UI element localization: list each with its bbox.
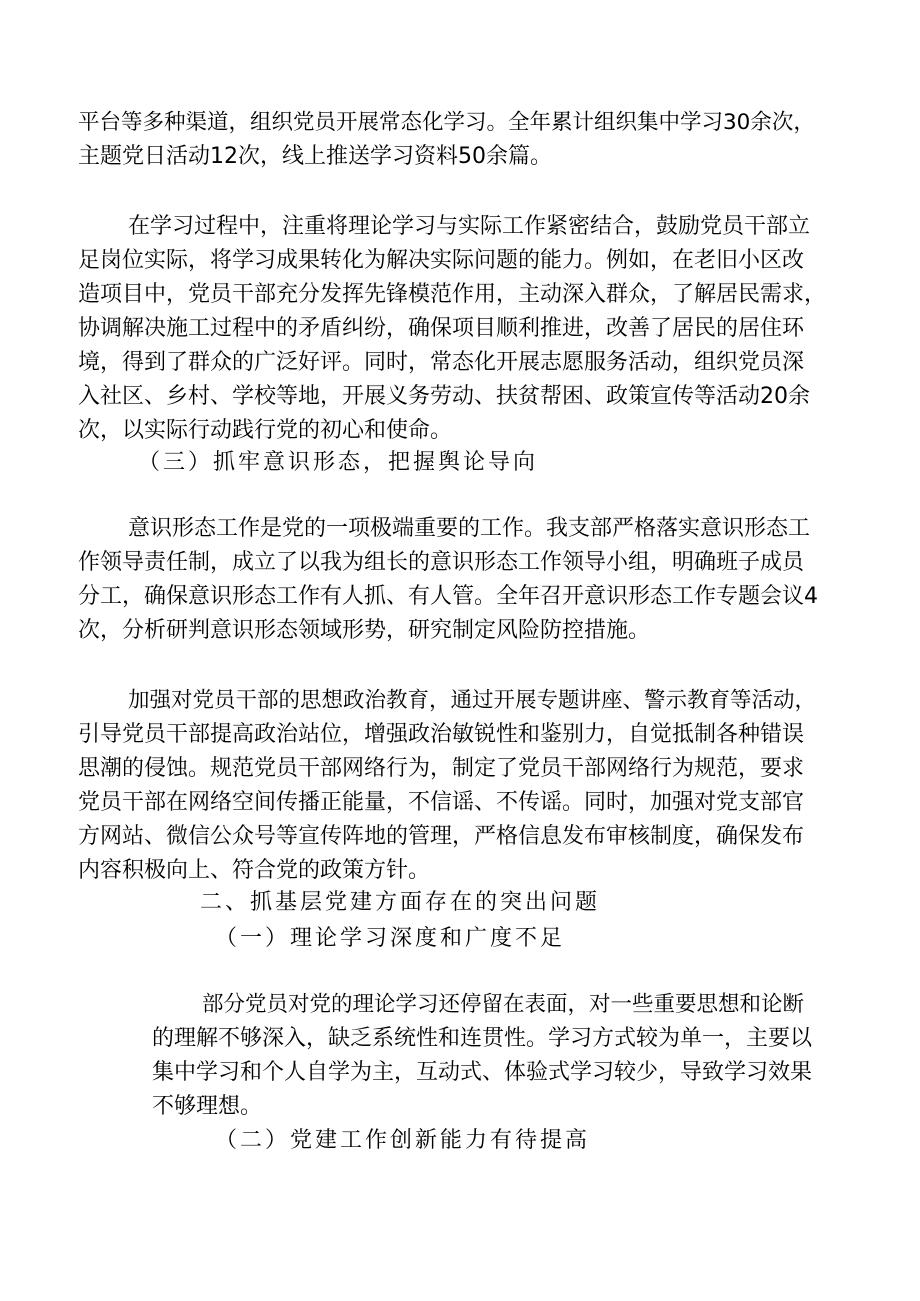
text-line: 在学习过程中，注重将理论学习与实际工作紧密结合，鼓励党员干部立 bbox=[128, 214, 811, 239]
text-line: 集中学习和个人自学为主，互动式、体验式学习较少，导致学习效果 bbox=[152, 1060, 813, 1085]
text-line: 的理解不够深入，缺乏系统性和连贯性。学习方式较为单一，主要以 bbox=[152, 1026, 813, 1051]
text-line: 方网站、微信公众号等宣传阵地的管理，严格信息发布审核制度，确保发布 bbox=[78, 824, 805, 849]
paragraph-ideology-work bbox=[78, 512, 830, 648]
subsection-heading-theory-depth: （一）理论学习深度和广度不足 bbox=[215, 926, 566, 951]
section-heading-ideology: （三）抓牢意识形态，把握舆论导向 bbox=[138, 450, 539, 475]
text-line: 内容积极向上、符合党的政策方针。 bbox=[78, 858, 431, 883]
text-line: 思潮的侵蚀。规范党员干部网络行为，制定了党员干部网络行为规范，要求 bbox=[78, 756, 805, 781]
text-line: 次，分析研判意识形态领域形势，研究制定风险防控措施。 bbox=[78, 618, 651, 643]
text-line: 次，以实际行动践行党的初心和使命。 bbox=[78, 418, 453, 443]
text-line: 部分党员对党的理论学习还停留在表面，对一些重要思想和论断 bbox=[202, 992, 805, 1017]
text-line: 加强对党员干部的思想政治教育，通过开展专题讲座、警示教育等活动， bbox=[128, 688, 817, 713]
text-line: 引导党员干部提高政治站位，增强政治敏锐性和鉴别力，自觉抵制各种错误 bbox=[78, 722, 805, 747]
text-line: 主题党日活动12次，线上推送学习资料50余篇。 bbox=[78, 144, 552, 169]
text-line: 境，得到了群众的广泛好评。同时，常态化开展志愿服务活动，组织党员深 bbox=[78, 350, 805, 375]
text-line: 造项目中，党员干部充分发挥先锋模范作用，主动深入群众，了解居民需求， bbox=[78, 282, 827, 307]
text-line: 协调解决施工过程中的矛盾纠纷，确保项目顺利推进，改善了居民的居住环 bbox=[78, 316, 805, 341]
paragraph-theory-shortcomings bbox=[152, 988, 812, 1124]
text-line: 作领导责任制，成立了以我为组长的意识形态工作领导小组，明确班子成员 bbox=[78, 550, 805, 575]
section-heading-problems: 二、抓基层党建方面存在的突出问题 bbox=[200, 890, 601, 915]
text-line: 不够理想。 bbox=[152, 1094, 263, 1119]
text-line: 意识形态工作是党的一项极端重要的工作。我支部严格落实意识形态工 bbox=[128, 516, 811, 541]
paragraph-theory-practice bbox=[78, 210, 830, 448]
paragraph-study-channels bbox=[78, 106, 830, 174]
text-line: 分工，确保意识形态工作有人抓、有人管。全年召开意识形态工作专题会议4 bbox=[78, 584, 818, 609]
paragraph-political-education bbox=[78, 684, 830, 888]
subsection-heading-innovation: （二）党建工作创新能力有待提高 bbox=[215, 1128, 591, 1153]
text-line: 入社区、乡村、学校等地，开展义务劳动、扶贫帮困、政策宣传等活动20余 bbox=[78, 384, 810, 409]
text-line: 党员干部在网络空间传播正能量，不信谣、不传谣。同时，加强对党支部官 bbox=[78, 790, 805, 815]
text-line: 足岗位实际，将学习成果转化为解决实际问题的能力。例如，在老旧小区改 bbox=[78, 248, 805, 273]
text-line: 平台等多种渠道，组织党员开展常态化学习。全年累计组织集中学习30余次， bbox=[78, 110, 815, 135]
